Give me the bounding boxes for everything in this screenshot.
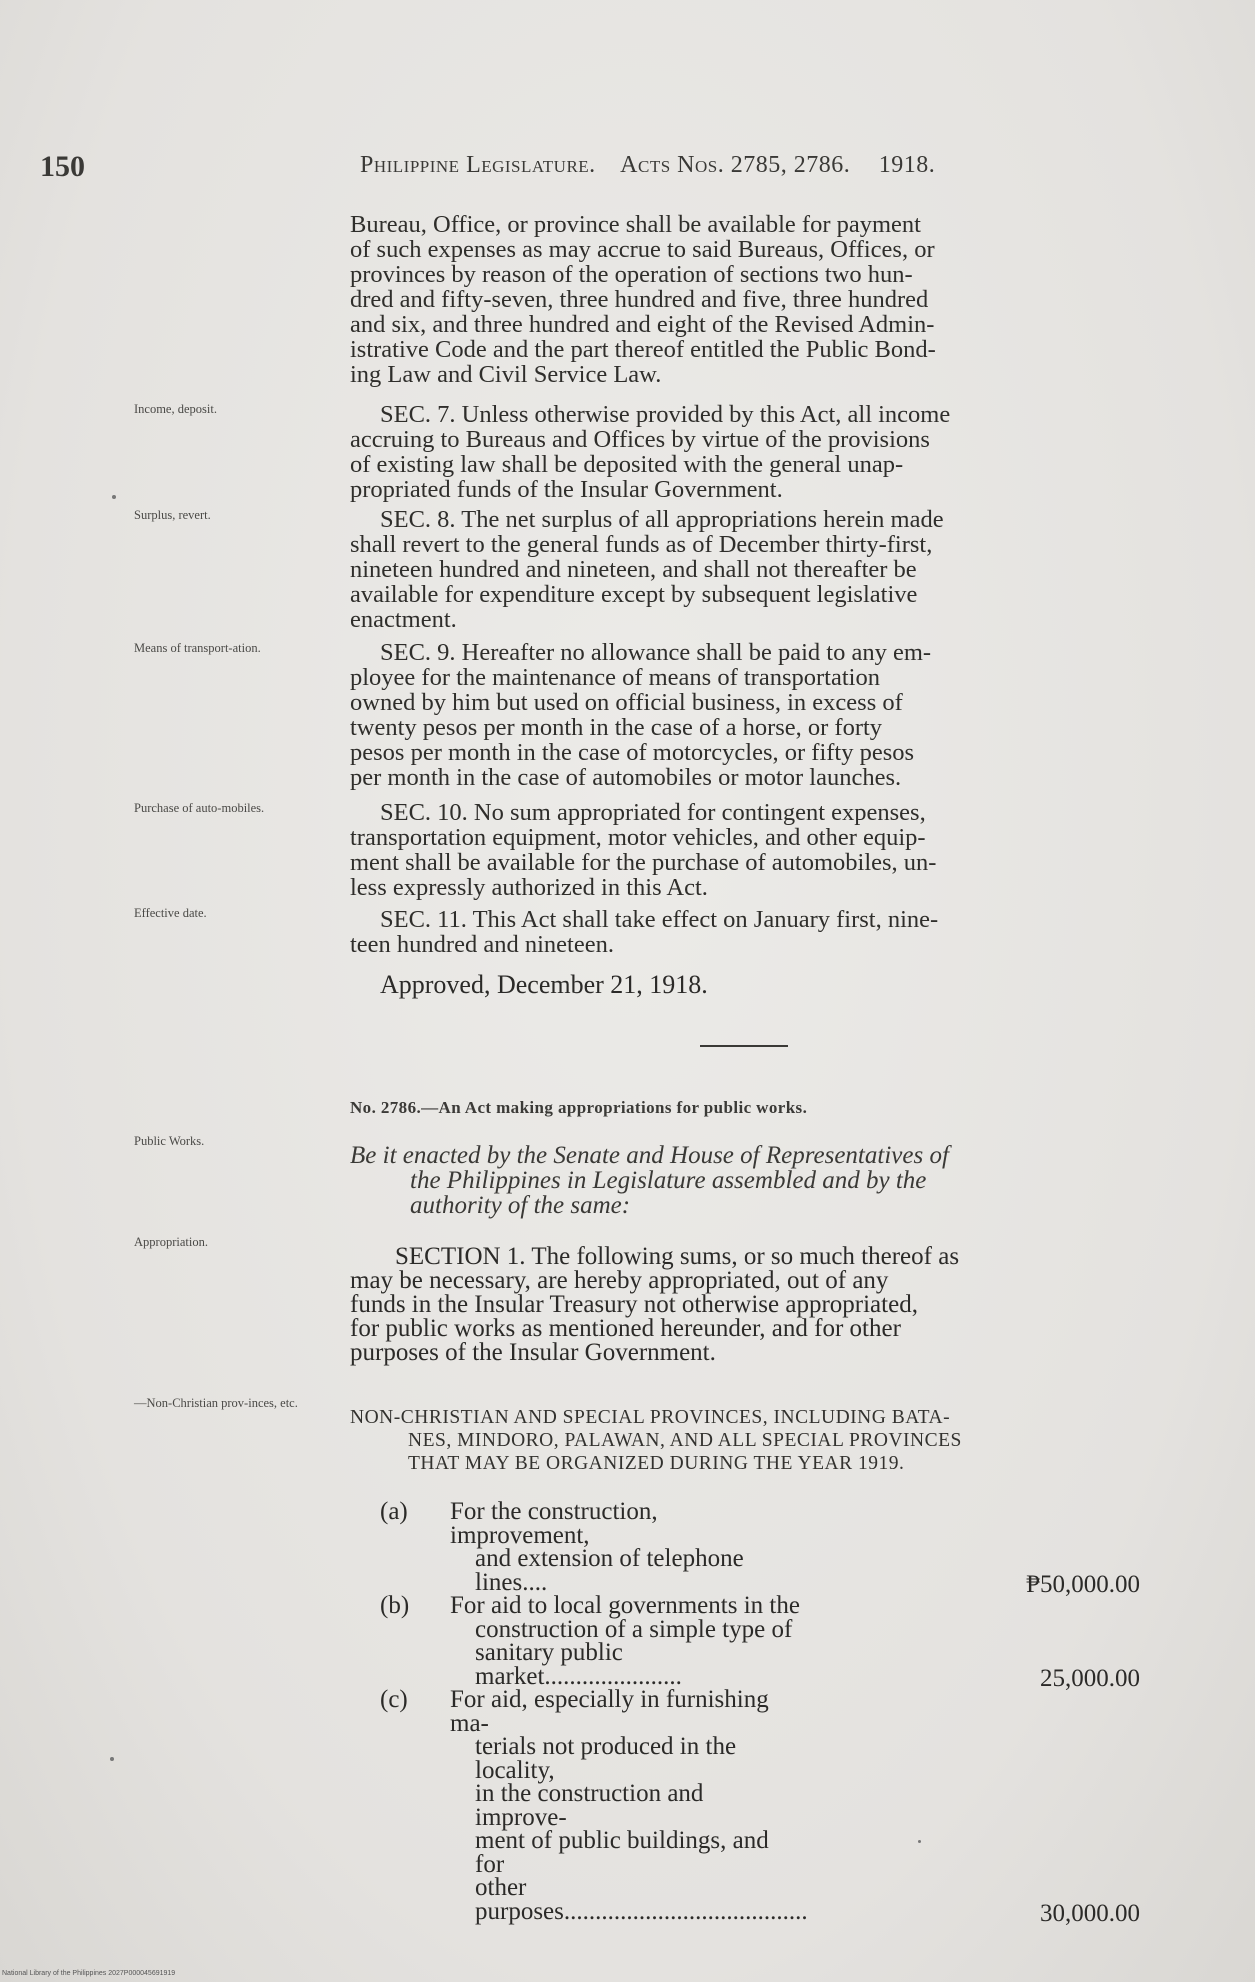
running-head-year: 1918. [878,152,936,178]
enact-line: authority of the same: [410,1192,631,1219]
body-line: ment shall be available for the purchase of automobiles, un- [350,849,937,876]
body-line: SEC. 11. This Act shall take effect on January first, nine- [380,906,939,933]
item-line: in the construction and improve- [475,1780,704,1831]
heading-line: NES, MINDORO, PALAWAN, AND ALL SPECIAL PROVINCES [408,1430,962,1451]
body-line: per month in the case of automobiles or motor launches. [350,764,902,791]
heading-line: NON-CHRISTIAN AND SPECIAL PROVINCES, INCLUDING BATA- [350,1407,951,1428]
body-line: enactment. [350,606,457,633]
item-amount: ₱50,000.00 [1026,1570,1140,1598]
item-label: (c) [380,1686,408,1713]
body-line: pesos per month in the case of motorcycles, or fifty pesos [350,739,915,766]
body-line: SEC. 7. Unless otherwise provided by this Act, all income [380,401,951,428]
section-9 [350,640,1137,790]
item-line: For aid to local governments in the [450,1592,800,1619]
body-line: propriated funds of the Insular Government. [350,476,783,503]
scan-speck [112,495,116,499]
section-divider [700,1045,788,1047]
body-line: purposes of the Insular Government. [350,1339,716,1366]
item-amount: 25,000.00 [1040,1664,1140,1692]
body-line: Bureau, Office, or province shall be available for payment [350,211,921,238]
section-11 [350,907,1137,957]
item-line: sanitary public market...................... [475,1639,682,1690]
section-10 [350,800,1137,900]
list-item [350,1498,1140,1598]
item-amount: 30,000.00 [1040,1899,1140,1927]
enact-line: Be it enacted by the Senate and House of Representatives of [350,1142,949,1169]
item-line: ment of public buildings, and for [475,1827,769,1878]
paragraph-continuation [350,212,1137,387]
item-line: terials not produced in the locality, [475,1733,737,1784]
margin-note-appropriation: Appropriation. [134,1235,208,1249]
body-line: and six, and three hundred and eight of the Revised Admin- [350,311,935,338]
appropriation-items [350,1498,1140,1927]
item-label: (b) [380,1592,410,1619]
body-line: may be necessary, are hereby appropriated, out of any [350,1267,889,1294]
body-line: ployee for the maintenance of means of transportation [350,664,880,691]
list-item [350,1686,1140,1927]
body-line: SEC. 10. No sum appropriated for contingent expenses, [380,799,926,826]
body-line: available for expenditure except by subsequent legislative [350,581,918,608]
enacting-clause [350,1143,1137,1218]
heading-line: THAT MAY BE ORGANIZED DURING THE YEAR 1919. [408,1453,905,1474]
enact-line: the Philippines in Legislature assembled and by the [410,1167,927,1194]
item-line: For aid, especially in furnishing ma- [450,1686,769,1737]
list-item [350,1592,1140,1692]
page-number: 150 [40,150,85,183]
item-line: other purposes....................................... [475,1874,808,1925]
section-1 [350,1245,1137,1365]
scan-speck [918,1840,921,1843]
body-line: of existing law shall be deposited with the general unap- [350,451,904,478]
item-line: and extension of telephone lines.... [475,1545,744,1596]
body-line: teen hundred and nineteen. [350,931,614,958]
margin-note-effective: Effective date. [134,906,207,920]
approved-date: Approved, December 21, 1918. [380,970,708,999]
margin-note-non-christian: —Non-Christian prov-inces, etc. [134,1396,298,1410]
scan-footer: National Library of the Philippines 2027P000045691919 [2,1970,176,1977]
running-head-legislature: Philippine Legislature. [360,152,596,178]
body-line: SEC. 8. The net surplus of all appropriations herein made [380,506,944,533]
margin-note-surplus: Surplus, revert. [134,508,211,522]
body-line: owned by him but used on official business, in excess of [350,689,903,716]
margin-note-public-works: Public Works. [134,1134,205,1148]
body-line: transportation equipment, motor vehicles, and other equip- [350,824,926,851]
margin-note-automobiles: Purchase of auto-mobiles. [134,801,265,815]
body-line: less expressly authorized in this Act. [350,874,708,901]
body-line: provinces by reason of the operation of sections two hun- [350,261,913,288]
body-line: shall revert to the general funds as of December thirty-first, [350,531,933,558]
section-8 [350,507,1137,632]
body-line: twenty pesos per month in the case of a horse, or forty [350,714,883,741]
act-title: No. 2786.—An Act making appropriations for public works. [350,1098,808,1117]
body-line: accruing to Bureaus and Offices by virtue of the provisions [350,426,930,453]
body-line: of such expenses as may accrue to said Bureaus, Offices, or [350,236,935,263]
body-line: dred and fifty-seven, three hundred and five, three hundred [350,286,929,313]
running-head [360,152,935,179]
body-line: SEC. 9. Hereafter no allowance shall be paid to any em- [380,639,932,666]
margin-note-income: Income, deposit. [134,402,217,416]
scan-speck [110,1757,114,1761]
item-line: construction of a simple type of [475,1615,793,1643]
item-label: (a) [380,1498,408,1525]
provinces-heading [350,1406,1137,1475]
body-line: nineteen hundred and nineteen, and shall not thereafter be [350,556,917,583]
body-line: for public works as mentioned hereunder, and for other [350,1315,901,1342]
running-head-acts: Acts Nos. 2785, 2786. [620,152,851,178]
body-line: funds in the Insular Treasury not otherwise appropriated, [350,1291,918,1318]
body-line: istrative Code and the part thereof entitled the Public Bond- [350,336,936,363]
margin-note-transport: Means of transport-ation. [134,641,261,655]
item-line: For the construction, improvement, [450,1498,658,1549]
body-line: ing Law and Civil Service Law. [350,361,662,388]
body-line: SECTION 1. The following sums, or so much thereof as [395,1243,960,1270]
section-7 [350,402,1137,502]
